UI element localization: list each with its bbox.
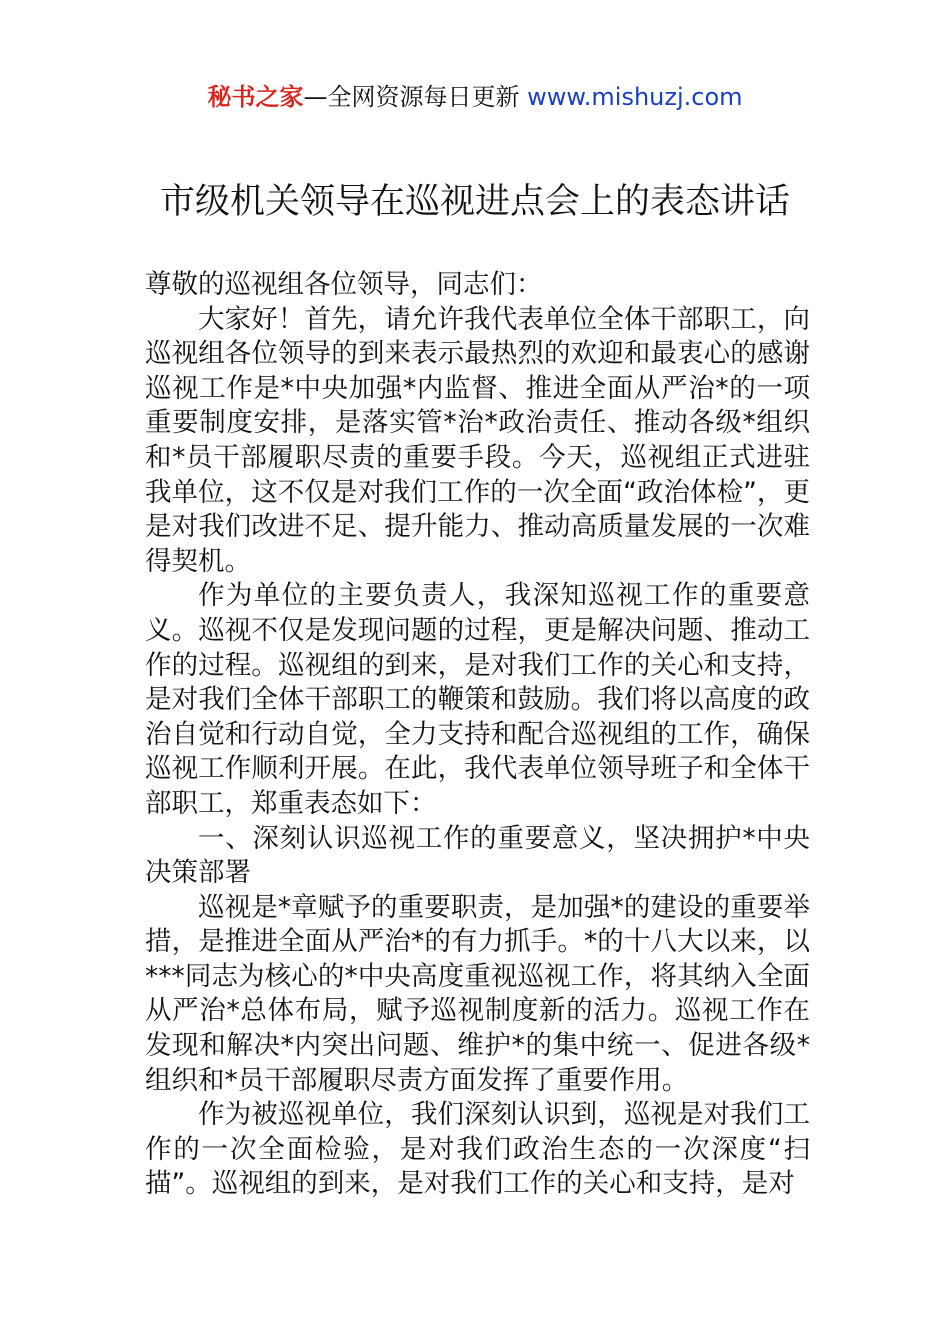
brand-name: 秘书之家 — [207, 83, 304, 111]
paragraph: 大家好！首先，请允许我代表单位全体干部职工，向巡视组各位领导的到来表示最热烈的欢迎和最衷心的感谢巡视工作是*中央加强*内监督、推进全面从严治*的一项重要制度安排，是落实管*治*政治责任、推动各级*组织和*员干部履职尽责的重要手段。今天，巡视组正式进驻我单位，这不仅是对我们工作的一次全面“政治体检”，更是对我们改进不足、提升能力、推动高质量发展的一次难得契机。 — [145, 303, 810, 577]
section-heading: 一、深刻认识巡视工作的重要意义，坚决拥护*中央决策部署 — [145, 822, 810, 889]
banner-tagline: —全网资源每日更新 — [303, 83, 528, 111]
document-title: 市级机关领导在巡视进点会上的表态讲话 — [159, 182, 790, 222]
site-url-link[interactable]: www.mishuzj.com — [527, 83, 743, 111]
paragraph: 作为被巡视单位，我们深刻认识到，巡视是对我们工作的一次全面检验，是对我们政治生态的一次深度“扫描”。巡视组的到来，是对我们工作的关心和支持，是对 — [145, 1099, 810, 1200]
site-banner — [0, 80, 950, 114]
salutation: 尊敬的巡视组各位领导，同志们： — [145, 269, 543, 300]
document-body — [145, 268, 810, 1202]
paragraph: 巡视是*章赋予的重要职责，是加强*的建设的重要举措，是推进全面从严治*的有力抓手。*的十八大以来，以***同志为核心的*中央高度重视巡视工作，将其纳入全面从严治*总体布局，赋予巡视制度新的活力。巡视工作在发现和解决*内突出问题、维护*的集中统一、促进各级*组织和*员干部履职尽责方面发挥了重要作用。 — [145, 891, 810, 1096]
paragraph: 作为单位的主要负责人，我深知巡视工作的重要意义。巡视不仅是发现问题的过程，更是解决问题、推动工作的过程。巡视组的到来，是对我们工作的关心和支持，是对我们全体干部职工的鞭策和鼓励。我们将以高度的政治自觉和行动自觉，全力支持和配合巡视组的工作，确保巡视工作顺利开展。在此，我代表单位领导班子和全体干部职工，郑重表态如下： — [145, 580, 810, 819]
